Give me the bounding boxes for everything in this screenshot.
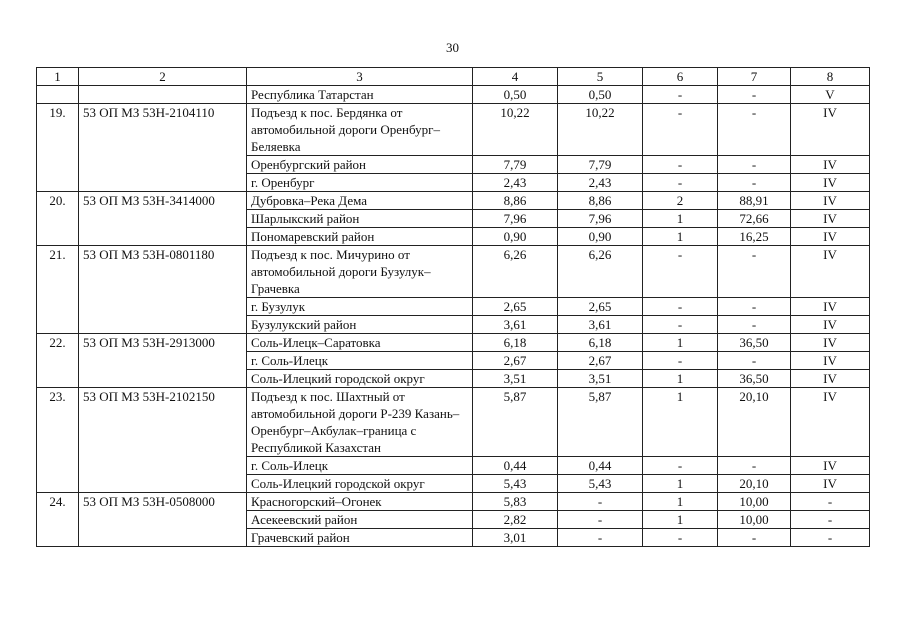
table-row (37, 334, 870, 352)
row-number-cell: 21. (37, 246, 79, 334)
col4-cell: 8,86 (473, 192, 558, 210)
col7-cell: - (718, 174, 791, 192)
col6-cell: - (643, 86, 718, 104)
col5-cell: - (558, 529, 643, 547)
col4-cell: 5,87 (473, 388, 558, 457)
col6-cell: 1 (643, 210, 718, 228)
col5-cell: 3,61 (558, 316, 643, 334)
col6-cell: - (643, 174, 718, 192)
road-name-cell: г. Бузулук (247, 298, 473, 316)
col6-cell: - (643, 298, 718, 316)
column-header: 2 (79, 68, 247, 86)
table-row (37, 388, 870, 457)
col7-cell: - (718, 104, 791, 156)
col6-cell: 1 (643, 388, 718, 457)
road-name-cell: Соль-Илецк–Саратовка (247, 334, 473, 352)
road-name-cell: г. Соль-Илецк (247, 352, 473, 370)
col8-cell: IV (791, 316, 870, 334)
column-header: 5 (558, 68, 643, 86)
road-code-cell: 53 ОП МЗ 53Н-3414000 (79, 192, 247, 246)
col8-cell: IV (791, 104, 870, 156)
col8-cell: V (791, 86, 870, 104)
col7-cell: 20,10 (718, 388, 791, 457)
col4-cell: 0,90 (473, 228, 558, 246)
col7-cell: 20,10 (718, 475, 791, 493)
table-row (37, 86, 870, 104)
row-number-cell: 23. (37, 388, 79, 493)
col8-cell: IV (791, 352, 870, 370)
col6-cell: - (643, 529, 718, 547)
col5-cell: 0,50 (558, 86, 643, 104)
page-number: 30 (446, 40, 459, 55)
col7-cell: 10,00 (718, 493, 791, 511)
col5-cell: 8,86 (558, 192, 643, 210)
row-number-cell: 24. (37, 493, 79, 547)
col8-cell: IV (791, 457, 870, 475)
road-name-cell: Республика Татарстан (247, 86, 473, 104)
road-code-cell: 53 ОП МЗ 53Н-0508000 (79, 493, 247, 547)
col4-cell: 2,43 (473, 174, 558, 192)
table-row (37, 104, 870, 156)
col8-cell: IV (791, 174, 870, 192)
col8-cell: - (791, 493, 870, 511)
road-code-cell: 53 ОП МЗ 53Н-0801180 (79, 246, 247, 334)
col8-cell: IV (791, 228, 870, 246)
col5-cell: 2,67 (558, 352, 643, 370)
road-code-cell (79, 86, 247, 104)
col5-cell: 10,22 (558, 104, 643, 156)
col8-cell: IV (791, 334, 870, 352)
col4-cell: 5,43 (473, 475, 558, 493)
col4-cell: 2,67 (473, 352, 558, 370)
col4-cell: 6,26 (473, 246, 558, 298)
road-name-cell: Асекеевский район (247, 511, 473, 529)
col6-cell: 1 (643, 475, 718, 493)
col8-cell: IV (791, 210, 870, 228)
column-header: 1 (37, 68, 79, 86)
col6-cell: 1 (643, 493, 718, 511)
road-name-cell: Соль-Илецкий городской округ (247, 370, 473, 388)
road-name-cell: Подъезд к пос. Бердянка от автомобильной дороги Оренбург–Беляевка (247, 104, 473, 156)
col6-cell: - (643, 156, 718, 174)
col5-cell: 0,44 (558, 457, 643, 475)
col4-cell: 10,22 (473, 104, 558, 156)
road-name-cell: Подъезд к пос. Шахтный от автомобильной дороги Р-239 Казань–Оренбург–Акбулак–граница с Республикой Казахстан (247, 388, 473, 457)
col8-cell: IV (791, 370, 870, 388)
col4-cell: 0,44 (473, 457, 558, 475)
col7-cell: - (718, 352, 791, 370)
road-name-cell: Дубровка–Река Дема (247, 192, 473, 210)
col4-cell: 3,01 (473, 529, 558, 547)
col4-cell: 2,82 (473, 511, 558, 529)
col6-cell: 2 (643, 192, 718, 210)
col4-cell: 0,50 (473, 86, 558, 104)
col7-cell: 72,66 (718, 210, 791, 228)
road-name-cell: Соль-Илецкий городской округ (247, 475, 473, 493)
col7-cell: - (718, 156, 791, 174)
col7-cell: 16,25 (718, 228, 791, 246)
col4-cell: 6,18 (473, 334, 558, 352)
col4-cell: 5,83 (473, 493, 558, 511)
col4-cell: 2,65 (473, 298, 558, 316)
column-header: 7 (718, 68, 791, 86)
col5-cell: - (558, 493, 643, 511)
col5-cell: 6,26 (558, 246, 643, 298)
column-header: 3 (247, 68, 473, 86)
col7-cell: - (718, 457, 791, 475)
col5-cell: 7,79 (558, 156, 643, 174)
col8-cell: - (791, 511, 870, 529)
col5-cell: 5,87 (558, 388, 643, 457)
col5-cell: 5,43 (558, 475, 643, 493)
col6-cell: - (643, 457, 718, 475)
road-name-cell: Бузулукский район (247, 316, 473, 334)
road-code-cell: 53 ОП МЗ 53Н-2913000 (79, 334, 247, 388)
column-header: 6 (643, 68, 718, 86)
col4-cell: 7,96 (473, 210, 558, 228)
col7-cell: 36,50 (718, 334, 791, 352)
col5-cell: 7,96 (558, 210, 643, 228)
column-header: 4 (473, 68, 558, 86)
col5-cell: 2,43 (558, 174, 643, 192)
road-name-cell: Красногорский–Огонек (247, 493, 473, 511)
col7-cell: 36,50 (718, 370, 791, 388)
road-code-cell: 53 ОП МЗ 53Н-2104110 (79, 104, 247, 192)
col8-cell: IV (791, 156, 870, 174)
table-row (37, 493, 870, 511)
col5-cell: - (558, 511, 643, 529)
col4-cell: 3,61 (473, 316, 558, 334)
col4-cell: 3,51 (473, 370, 558, 388)
road-name-cell: г. Соль-Илецк (247, 457, 473, 475)
col8-cell: IV (791, 298, 870, 316)
col7-cell: - (718, 86, 791, 104)
row-number-cell: 19. (37, 104, 79, 192)
col7-cell: - (718, 298, 791, 316)
road-code-cell: 53 ОП МЗ 53Н-2102150 (79, 388, 247, 493)
col8-cell: IV (791, 246, 870, 298)
road-name-cell: Шарлыкский район (247, 210, 473, 228)
col5-cell: 0,90 (558, 228, 643, 246)
col7-cell: - (718, 246, 791, 298)
col7-cell: - (718, 316, 791, 334)
column-header: 8 (791, 68, 870, 86)
col6-cell: - (643, 104, 718, 156)
row-number-cell: 20. (37, 192, 79, 246)
table-row (37, 192, 870, 210)
row-number-cell (37, 86, 79, 104)
col5-cell: 6,18 (558, 334, 643, 352)
col6-cell: - (643, 352, 718, 370)
table-row (37, 246, 870, 298)
roads-table (36, 67, 870, 547)
col7-cell: - (718, 529, 791, 547)
col8-cell: IV (791, 475, 870, 493)
road-name-cell: г. Оренбург (247, 174, 473, 192)
col7-cell: 10,00 (718, 511, 791, 529)
col6-cell: 1 (643, 334, 718, 352)
col8-cell: - (791, 529, 870, 547)
col6-cell: 1 (643, 511, 718, 529)
road-name-cell: Грачевский район (247, 529, 473, 547)
road-name-cell: Оренбургский район (247, 156, 473, 174)
col6-cell: - (643, 316, 718, 334)
header-row (37, 68, 870, 86)
col5-cell: 2,65 (558, 298, 643, 316)
col6-cell: 1 (643, 370, 718, 388)
col5-cell: 3,51 (558, 370, 643, 388)
road-name-cell: Пономаревский район (247, 228, 473, 246)
col8-cell: IV (791, 388, 870, 457)
road-name-cell: Подъезд к пос. Мичурино от автомобильной дороги Бузулук–Грачевка (247, 246, 473, 298)
col6-cell: - (643, 246, 718, 298)
row-number-cell: 22. (37, 334, 79, 388)
col8-cell: IV (791, 192, 870, 210)
col4-cell: 7,79 (473, 156, 558, 174)
col6-cell: 1 (643, 228, 718, 246)
col7-cell: 88,91 (718, 192, 791, 210)
